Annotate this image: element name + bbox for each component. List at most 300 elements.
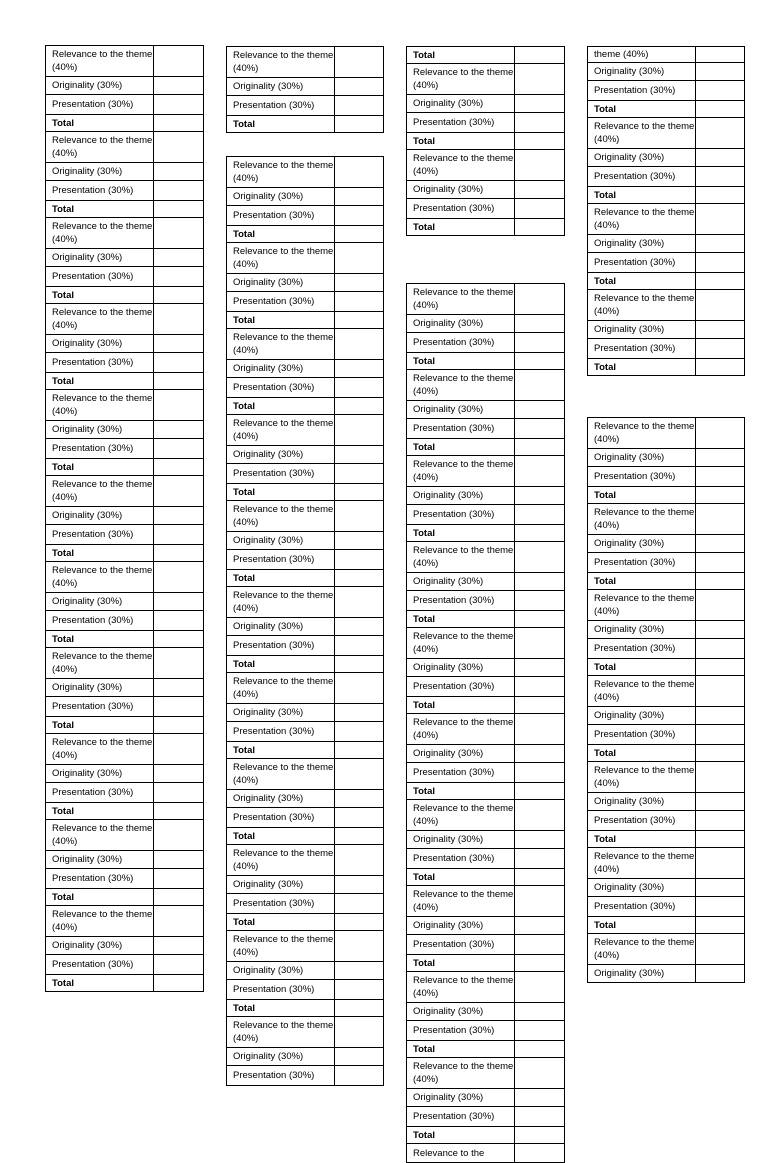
score-cell[interactable] <box>696 590 745 621</box>
score-cell[interactable] <box>696 47 745 63</box>
table-row <box>46 287 204 304</box>
score-cell[interactable] <box>696 359 745 376</box>
score-cell[interactable] <box>515 783 565 800</box>
score-cell[interactable] <box>696 573 745 590</box>
score-cell[interactable] <box>335 415 384 446</box>
score-cell[interactable] <box>515 1089 565 1107</box>
score-cell[interactable] <box>154 390 204 421</box>
score-cell[interactable] <box>515 505 565 525</box>
score-cell[interactable] <box>696 118 745 149</box>
total-label: Total <box>227 398 335 415</box>
score-cell[interactable] <box>335 636 384 656</box>
criterion-label: Relevance to the theme (40%) <box>46 820 154 851</box>
score-cell[interactable] <box>154 906 204 937</box>
score-cell[interactable] <box>515 763 565 783</box>
score-cell[interactable] <box>515 542 565 573</box>
score-cell[interactable] <box>515 591 565 611</box>
score-cell[interactable] <box>696 553 745 573</box>
table-row <box>227 532 384 550</box>
score-cell[interactable] <box>515 487 565 505</box>
score-cell[interactable] <box>335 1000 384 1017</box>
score-cell[interactable] <box>515 1058 565 1089</box>
table-row <box>227 446 384 464</box>
score-table-col3-a <box>406 46 565 236</box>
table-row <box>588 639 745 659</box>
score-cell[interactable] <box>696 621 745 639</box>
criterion-label: Originality (30%) <box>227 790 335 808</box>
score-cell[interactable] <box>696 167 745 187</box>
criterion-label: Presentation (30%) <box>227 378 335 398</box>
score-cell[interactable] <box>154 734 204 765</box>
criterion-label: Originality (30%) <box>407 573 515 591</box>
score-cell[interactable] <box>154 765 204 783</box>
criterion-label: Originality (30%) <box>588 149 696 167</box>
criterion-label: Originality (30%) <box>46 937 154 955</box>
score-cell[interactable] <box>335 742 384 759</box>
score-cell[interactable] <box>335 446 384 464</box>
score-cell[interactable] <box>696 467 745 487</box>
score-table-col2-a <box>226 46 384 133</box>
criterion-label: Relevance to the theme (40%) <box>46 132 154 163</box>
table-row <box>407 47 565 64</box>
criterion-label: Relevance to the <box>407 1144 515 1163</box>
score-cell[interactable] <box>696 725 745 745</box>
score-cell[interactable] <box>515 677 565 697</box>
score-cell[interactable] <box>515 628 565 659</box>
table-row <box>407 95 565 113</box>
score-cell[interactable] <box>154 218 204 249</box>
table-row <box>588 553 745 573</box>
score-cell[interactable] <box>696 831 745 848</box>
total-label: Total <box>46 803 154 820</box>
score-cell[interactable] <box>335 206 384 226</box>
score-cell[interactable] <box>515 401 565 419</box>
criterion-label: Originality (30%) <box>407 917 515 935</box>
score-cell[interactable] <box>696 81 745 101</box>
score-cell[interactable] <box>515 831 565 849</box>
score-cell[interactable] <box>335 47 384 78</box>
table-row <box>46 507 204 525</box>
table-row <box>407 591 565 611</box>
score-cell[interactable] <box>515 659 565 677</box>
score-cell[interactable] <box>515 150 565 181</box>
score-cell[interactable] <box>335 329 384 360</box>
table-row <box>588 504 745 535</box>
total-label: Total <box>588 187 696 204</box>
table-row <box>227 329 384 360</box>
score-cell[interactable] <box>335 1017 384 1048</box>
total-label: Total <box>46 631 154 648</box>
score-cell[interactable] <box>154 803 204 820</box>
score-cell[interactable] <box>696 487 745 504</box>
score-cell[interactable] <box>515 714 565 745</box>
score-cell[interactable] <box>515 849 565 869</box>
score-cell[interactable] <box>515 315 565 333</box>
score-cell[interactable] <box>515 219 565 236</box>
score-cell[interactable] <box>515 419 565 439</box>
score-cell[interactable] <box>154 851 204 869</box>
criterion-label: Presentation (30%) <box>407 199 515 219</box>
score-cell[interactable] <box>335 894 384 914</box>
score-cell[interactable] <box>335 980 384 1000</box>
table-row <box>407 315 565 333</box>
criterion-label: Originality (30%) <box>46 421 154 439</box>
score-cell[interactable] <box>696 290 745 321</box>
score-cell[interactable] <box>335 931 384 962</box>
score-cell[interactable] <box>515 573 565 591</box>
table-row <box>407 659 565 677</box>
score-cell[interactable] <box>154 77 204 95</box>
score-cell[interactable] <box>696 793 745 811</box>
score-cell[interactable] <box>154 353 204 373</box>
score-cell[interactable] <box>335 464 384 484</box>
table-row <box>227 704 384 722</box>
criterion-label: Relevance to the theme (40%) <box>46 734 154 765</box>
score-cell[interactable] <box>696 917 745 934</box>
total-label: Total <box>588 273 696 290</box>
score-cell[interactable] <box>154 459 204 476</box>
score-cell[interactable] <box>515 955 565 972</box>
table-row <box>407 1041 565 1058</box>
score-cell[interactable] <box>335 312 384 329</box>
criterion-label: Relevance to the theme (40%) <box>588 504 696 535</box>
table-row <box>588 590 745 621</box>
table-row <box>407 505 565 525</box>
score-cell[interactable] <box>335 274 384 292</box>
table-row <box>407 150 565 181</box>
total-label: Total <box>588 917 696 934</box>
score-cell[interactable] <box>515 745 565 763</box>
score-cell[interactable] <box>696 253 745 273</box>
table-row <box>588 449 745 467</box>
score-cell[interactable] <box>515 333 565 353</box>
score-cell[interactable] <box>335 398 384 415</box>
score-cell[interactable] <box>154 249 204 267</box>
criterion-label: Relevance to the theme (40%) <box>588 762 696 793</box>
score-cell[interactable] <box>335 1048 384 1066</box>
score-cell[interactable] <box>335 587 384 618</box>
criterion-label: Originality (30%) <box>46 765 154 783</box>
score-cell[interactable] <box>515 439 565 456</box>
criterion-label: Originality (30%) <box>588 965 696 983</box>
score-cell[interactable] <box>154 611 204 631</box>
score-cell[interactable] <box>515 113 565 133</box>
criterion-label: Originality (30%) <box>227 618 335 636</box>
table-row <box>227 464 384 484</box>
criterion-label: Presentation (30%) <box>227 550 335 570</box>
score-table-col3-b <box>406 283 565 1163</box>
score-cell[interactable] <box>154 287 204 304</box>
table-row <box>46 439 204 459</box>
score-cell[interactable] <box>154 304 204 335</box>
total-label: Total <box>588 359 696 376</box>
table-row <box>227 759 384 790</box>
table-row <box>588 848 745 879</box>
score-cell[interactable] <box>515 456 565 487</box>
table-row <box>46 562 204 593</box>
score-cell[interactable] <box>335 243 384 274</box>
score-cell[interactable] <box>335 618 384 636</box>
score-cell[interactable] <box>335 876 384 894</box>
score-cell[interactable] <box>696 639 745 659</box>
score-cell[interactable] <box>335 96 384 116</box>
score-cell[interactable] <box>335 292 384 312</box>
score-cell[interactable] <box>154 631 204 648</box>
score-cell[interactable] <box>154 95 204 115</box>
criterion-label: Originality (30%) <box>407 401 515 419</box>
table-row <box>588 762 745 793</box>
criterion-label: Originality (30%) <box>588 879 696 897</box>
score-cell[interactable] <box>515 917 565 935</box>
score-cell[interactable] <box>515 611 565 628</box>
score-cell[interactable] <box>335 188 384 206</box>
score-cell[interactable] <box>335 501 384 532</box>
criterion-label: Originality (30%) <box>46 851 154 869</box>
table-row <box>407 353 565 370</box>
score-cell[interactable] <box>696 418 745 449</box>
score-cell[interactable] <box>154 335 204 353</box>
total-label: Total <box>407 439 515 456</box>
score-cell[interactable] <box>696 339 745 359</box>
criterion-label: Relevance to the theme (40%) <box>46 390 154 421</box>
criterion-label: Presentation (30%) <box>588 467 696 487</box>
score-cell[interactable] <box>696 745 745 762</box>
score-cell[interactable] <box>154 783 204 803</box>
score-cell[interactable] <box>696 149 745 167</box>
criterion-label: Relevance to the theme (40%) <box>407 886 515 917</box>
score-cell[interactable] <box>335 808 384 828</box>
table-row <box>227 312 384 329</box>
criterion-label: Presentation (30%) <box>46 353 154 373</box>
score-table-col4-a <box>587 46 745 376</box>
score-cell[interactable] <box>154 975 204 992</box>
table-row <box>227 243 384 274</box>
score-cell[interactable] <box>696 204 745 235</box>
table-row <box>588 965 745 983</box>
score-cell[interactable] <box>696 811 745 831</box>
table-row <box>227 1000 384 1017</box>
score-cell[interactable] <box>154 820 204 851</box>
criterion-label: Relevance to the theme (40%) <box>227 501 335 532</box>
table-row <box>407 800 565 831</box>
score-cell[interactable] <box>335 532 384 550</box>
score-cell[interactable] <box>335 157 384 188</box>
score-cell[interactable] <box>696 848 745 879</box>
score-cell[interactable] <box>154 421 204 439</box>
score-cell[interactable] <box>696 762 745 793</box>
criterion-label: Presentation (30%) <box>46 611 154 631</box>
total-label: Total <box>407 133 515 150</box>
table-row <box>227 618 384 636</box>
table-row <box>46 906 204 937</box>
table-row <box>46 421 204 439</box>
score-cell[interactable] <box>335 673 384 704</box>
score-cell[interactable] <box>515 199 565 219</box>
criterion-label: Presentation (30%) <box>407 333 515 353</box>
criterion-label: Relevance to the theme (40%) <box>227 931 335 962</box>
table-row <box>588 621 745 639</box>
score-cell[interactable] <box>696 659 745 676</box>
table-row <box>407 677 565 697</box>
score-cell[interactable] <box>696 707 745 725</box>
score-cell[interactable] <box>154 545 204 562</box>
score-cell[interactable] <box>335 759 384 790</box>
table-row <box>407 628 565 659</box>
score-cell[interactable] <box>154 525 204 545</box>
score-cell[interactable] <box>335 78 384 96</box>
score-cell[interactable] <box>154 476 204 507</box>
score-cell[interactable] <box>696 535 745 553</box>
score-cell[interactable] <box>335 656 384 673</box>
table-row <box>588 745 745 762</box>
score-cell[interactable] <box>696 449 745 467</box>
score-cell[interactable] <box>154 889 204 906</box>
table-row <box>46 163 204 181</box>
score-cell[interactable] <box>696 965 745 983</box>
score-cell[interactable] <box>154 373 204 390</box>
table-row <box>407 783 565 800</box>
score-cell[interactable] <box>154 507 204 525</box>
score-cell[interactable] <box>515 869 565 886</box>
score-cell[interactable] <box>515 935 565 955</box>
table-row <box>588 290 745 321</box>
table-row <box>227 570 384 587</box>
score-cell[interactable] <box>335 845 384 876</box>
score-cell[interactable] <box>335 116 384 133</box>
score-cell[interactable] <box>696 321 745 339</box>
score-cell[interactable] <box>515 133 565 150</box>
score-cell[interactable] <box>154 439 204 459</box>
score-cell[interactable] <box>696 934 745 965</box>
score-cell[interactable] <box>515 95 565 113</box>
score-cell[interactable] <box>696 504 745 535</box>
score-cell[interactable] <box>335 790 384 808</box>
table-row <box>588 879 745 897</box>
criterion-label: Presentation (30%) <box>407 505 515 525</box>
score-cell[interactable] <box>696 879 745 897</box>
score-cell[interactable] <box>154 115 204 132</box>
table-row <box>227 962 384 980</box>
score-cell[interactable] <box>154 869 204 889</box>
score-cell[interactable] <box>335 962 384 980</box>
score-cell[interactable] <box>154 46 204 77</box>
criterion-label: Originality (30%) <box>46 249 154 267</box>
score-cell[interactable] <box>515 181 565 199</box>
score-cell[interactable] <box>154 593 204 611</box>
total-label: Total <box>227 828 335 845</box>
table-row <box>407 886 565 917</box>
criterion-label: Presentation (30%) <box>227 206 335 226</box>
score-cell[interactable] <box>335 226 384 243</box>
criterion-label: Relevance to the theme (40%) <box>407 1058 515 1089</box>
score-cell[interactable] <box>515 353 565 370</box>
score-cell[interactable] <box>154 937 204 955</box>
score-cell[interactable] <box>154 201 204 218</box>
score-cell[interactable] <box>515 1003 565 1021</box>
score-cell[interactable] <box>515 697 565 714</box>
score-cell[interactable] <box>515 886 565 917</box>
table-row <box>46 820 204 851</box>
score-cell[interactable] <box>515 525 565 542</box>
total-label: Total <box>46 975 154 992</box>
score-cell[interactable] <box>335 722 384 742</box>
criterion-label: Relevance to the theme (40%) <box>227 587 335 618</box>
criterion-label: Originality (30%) <box>46 77 154 95</box>
score-cell[interactable] <box>335 1066 384 1086</box>
score-cell[interactable] <box>335 550 384 570</box>
table-row <box>46 525 204 545</box>
score-cell[interactable] <box>335 914 384 931</box>
score-cell[interactable] <box>154 955 204 975</box>
criterion-label: Relevance to the theme (40%) <box>227 157 335 188</box>
score-cell[interactable] <box>154 697 204 717</box>
criterion-label: Relevance to the theme (40%) <box>407 370 515 401</box>
score-cell[interactable] <box>515 47 565 64</box>
score-cell[interactable] <box>515 1144 565 1163</box>
score-cell[interactable] <box>154 648 204 679</box>
score-cell[interactable] <box>154 717 204 734</box>
score-cell[interactable] <box>696 897 745 917</box>
score-cell[interactable] <box>515 1107 565 1127</box>
criterion-label: Originality (30%) <box>46 163 154 181</box>
score-cell[interactable] <box>696 235 745 253</box>
score-cell[interactable] <box>335 484 384 501</box>
score-cell[interactable] <box>335 570 384 587</box>
score-cell[interactable] <box>696 273 745 290</box>
criterion-label: Originality (30%) <box>407 95 515 113</box>
score-cell[interactable] <box>335 828 384 845</box>
score-cell[interactable] <box>154 679 204 697</box>
criterion-label: Relevance to the theme (40%) <box>46 218 154 249</box>
score-cell[interactable] <box>335 360 384 378</box>
score-cell[interactable] <box>696 187 745 204</box>
score-cell[interactable] <box>515 972 565 1003</box>
total-label: Total <box>227 116 335 133</box>
criterion-label: theme (40%) <box>588 47 696 63</box>
criterion-label: Relevance to the theme (40%) <box>407 972 515 1003</box>
criterion-label: Relevance to the theme (40%) <box>46 46 154 77</box>
criterion-label: Originality (30%) <box>46 507 154 525</box>
criterion-label: Presentation (30%) <box>46 181 154 201</box>
score-cell[interactable] <box>335 378 384 398</box>
score-cell[interactable] <box>515 800 565 831</box>
score-cell[interactable] <box>696 101 745 118</box>
score-cell[interactable] <box>154 132 204 163</box>
criterion-label: Relevance to the theme (40%) <box>46 562 154 593</box>
criterion-label: Originality (30%) <box>46 679 154 697</box>
score-cell[interactable] <box>335 704 384 722</box>
score-cell[interactable] <box>515 64 565 95</box>
score-cell[interactable] <box>154 163 204 181</box>
score-cell[interactable] <box>696 676 745 707</box>
table-row <box>46 77 204 95</box>
score-cell[interactable] <box>154 267 204 287</box>
score-cell[interactable] <box>154 562 204 593</box>
score-cell[interactable] <box>515 1041 565 1058</box>
total-label: Total <box>588 101 696 118</box>
criterion-label: Presentation (30%) <box>227 636 335 656</box>
score-cell[interactable] <box>515 1127 565 1144</box>
table-row <box>588 81 745 101</box>
score-cell[interactable] <box>154 181 204 201</box>
criterion-label: Originality (30%) <box>407 181 515 199</box>
score-cell[interactable] <box>515 370 565 401</box>
total-label: Total <box>588 745 696 762</box>
score-cell[interactable] <box>515 284 565 315</box>
table-row <box>407 697 565 714</box>
score-table-col2-b <box>226 156 384 1086</box>
score-cell[interactable] <box>696 63 745 81</box>
